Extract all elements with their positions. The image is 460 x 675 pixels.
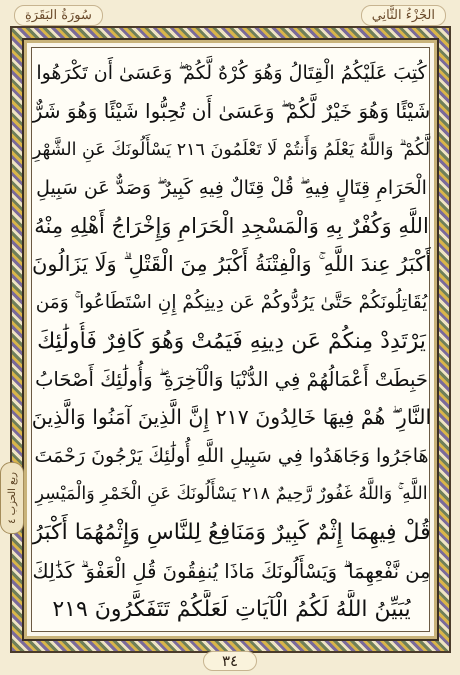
text-line: قُلْ فِيهِمَا إِثْمٌ كَبِيرٌ وَمَنَافِعُ لِلنَّاسِ وَإِثْمُهُمَا أَكْبَرُ	[32, 520, 431, 546]
text-line: النَّارِ ۖ هُمْ فِيهَا خَالِدُونَ ٢١٧ إِنَّ الَّذِينَ آمَنُوا وَالَّذِينَ	[32, 405, 431, 430]
text-line: هَاجَرُوا وَجَاهَدُوا فِي سَبِيلِ اللَّهِ أُولَٰئِكَ يَرْجُونَ رَحْمَتَ	[34, 445, 429, 468]
juz-name: الجُزْءُ الثَّانِي	[361, 5, 446, 26]
text-panel	[31, 47, 430, 632]
text-line: اللَّهِ ۚ وَاللَّهُ غَفُورٌ رَّحِيمٌ ٢١٨ يَسْأَلُونَكَ عَنِ الْخَمْرِ وَالْمَيْسِرِ	[35, 484, 428, 505]
hizb-marker	[0, 462, 24, 534]
text-line: أَكْبَرُ عِندَ اللَّهِ ۚ وَالْفِتْنَةُ أَكْبَرُ مِنَ الْقَتْلِ ۗ وَلَا يَزَالُونَ	[32, 252, 431, 277]
verse-lines	[32, 54, 431, 628]
surah-name: سُورَةُ البَقَرَةِ	[14, 5, 103, 26]
hizb-label: ربع الحزب ٤	[6, 472, 18, 524]
text-line: لَّكُمْ ۗ وَاللَّهُ يَعْلَمُ وَأَنتُمْ لَا تَعْلَمُونَ ٢١٦ يَسْأَلُونَكَ عَنِ الشَّهْرِ	[32, 139, 431, 160]
juz-header	[361, 4, 446, 26]
text-line: حَبِطَتْ أَعْمَالُهُمْ فِي الدُّنْيَا وَالْآخِرَةِ ۖ وَأُولَٰئِكَ أَصْحَابُ	[35, 368, 428, 392]
footer	[0, 651, 460, 671]
text-line: يُقَاتِلُونَكُمْ حَتَّىٰ يَرُدُّوكُمْ عَن دِينِكُمْ إِنِ اسْتَطَاعُوا ۚ وَمَن	[35, 292, 428, 314]
surah-header	[14, 4, 103, 26]
page-number: ٣٤	[203, 651, 257, 671]
text-line: اللَّهِ وَكُفْرٌ بِهِ وَالْمَسْجِدِ الْحَرَامِ وَإِخْرَاجُ أَهْلِهِ مِنْهُ	[34, 214, 429, 239]
text-line: شَيْئًا وَهُوَ خَيْرٌ لَّكُمْ ۖ وَعَسَىٰ أَن تُحِبُّوا شَيْئًا وَهُوَ شَرٌّ	[32, 99, 431, 124]
text-line: يُبَيِّنُ اللَّهُ لَكُمُ الْآيَاتِ لَعَلَّكُمْ تَتَفَكَّرُونَ ٢١٩	[52, 596, 411, 622]
text-line: مِن نَّفْعِهِمَا ۗ وَيَسْأَلُونَكَ مَاذَا يُنفِقُونَ قُلِ الْعَفْوَ ۗ كَذَٰلِكَ	[32, 559, 431, 583]
text-line: كُتِبَ عَلَيْكُمُ الْقِتَالُ وَهُوَ كُرْهٌ لَّكُمْ ۖ وَعَسَىٰ أَن تَكْرَهُوا	[36, 62, 427, 85]
text-line: يَرْتَدِدْ مِنكُمْ عَن دِينِهِ فَيَمُتْ وَهُوَ كَافِرٌ فَأُولَٰئِكَ	[37, 328, 426, 354]
text-line: الْحَرَامِ قِتَالٍ فِيهِ ۖ قُلْ قِتَالٌ فِيهِ كَبِيرٌ ۖ وَصَدٌّ عَن سَبِيلِ	[36, 177, 427, 200]
